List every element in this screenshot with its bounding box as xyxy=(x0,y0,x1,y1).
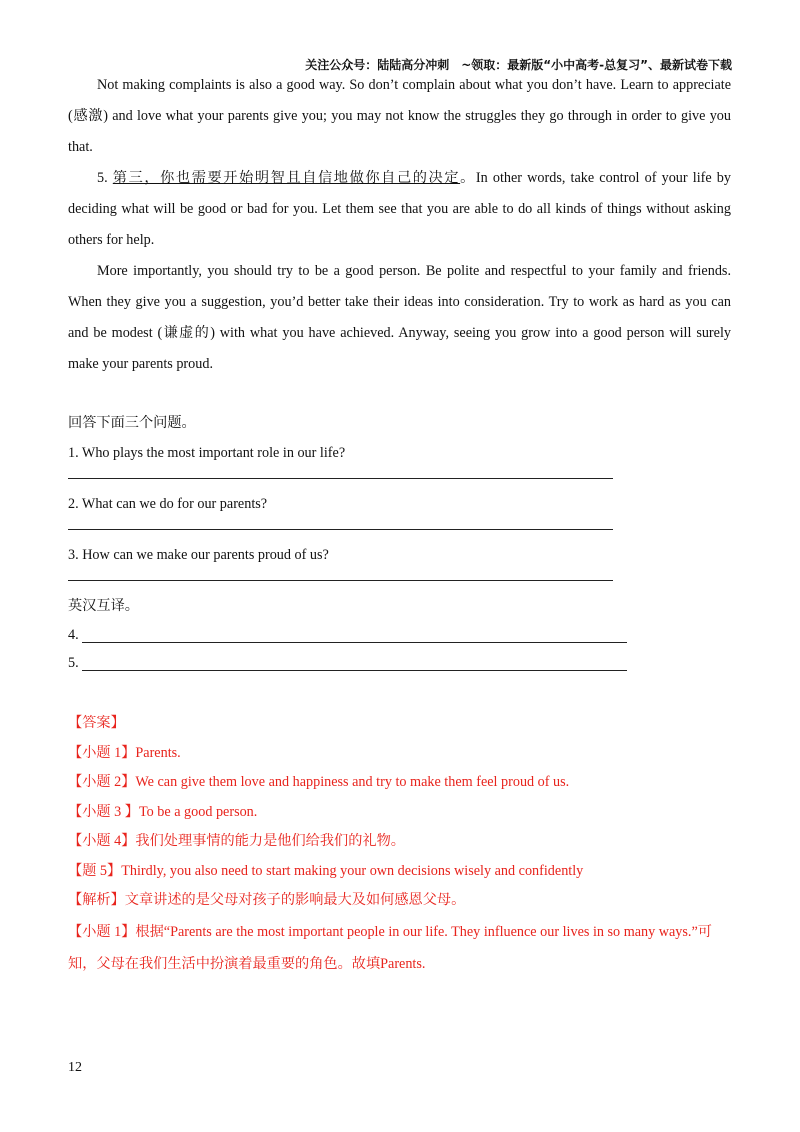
question-4-number: 4. xyxy=(68,627,79,643)
answer-1: 【小题 1】Parents. xyxy=(68,744,181,761)
answer-line-5[interactable] xyxy=(82,652,627,671)
underlined-sentence: 第三，你也需要开始明智且自信地做你自己的决定 xyxy=(112,170,461,186)
answer-3: 【小题 3 】To be a good person. xyxy=(68,803,258,820)
question-4-row xyxy=(68,621,731,649)
question-5-number: 5. xyxy=(68,655,79,671)
answer-line-3[interactable] xyxy=(68,570,613,581)
answer-line-1[interactable] xyxy=(68,468,613,479)
translate-heading: 英汉互译。 xyxy=(68,598,139,614)
answer-section xyxy=(68,709,731,980)
question-2: 2. What can we do for our parents? xyxy=(68,496,268,512)
question-5-row xyxy=(68,649,731,677)
answer-2: 【小题 2】We can give them love and happiness and try to make them feel proud of us. xyxy=(68,774,570,790)
answer-line-2[interactable] xyxy=(68,519,613,530)
paragraph-text: 。In other words, take control of your life by deciding what will be good or bad for you. Let them see that you are able to do all kinds of things without asking others for help. xyxy=(68,170,731,248)
analysis: 【解析】文章讲述的是父母对孩子的影响最大及如何感恩父母。 xyxy=(68,892,466,908)
passage-paragraph-2 xyxy=(68,163,731,256)
questions-heading: 回答下面三个问题。 xyxy=(68,415,196,431)
answer-1-explanation: 【小题 1】根据“Parents are the most important people in our life. They influence our lives in so many ways.”可知，父母在我们生活中扮演着最重要的角色。故填Parents. xyxy=(68,923,712,972)
question-1: 1. Who plays the most important role in our life? xyxy=(68,445,346,461)
answer-5: 【题 5】Thirdly, you also need to start making your own decisions wisely and confidently xyxy=(68,862,584,879)
page-number: 12 xyxy=(68,1060,82,1075)
page-content xyxy=(68,70,731,980)
question-3: 3. How can we make our parents proud of us? xyxy=(68,547,329,563)
answer-title: 【答案】 xyxy=(68,715,125,731)
page-header: 关注公众号：陆陆高分冲刺 ~领取：最新版“小中高考-总复习”、最新试卷下载 xyxy=(305,58,732,72)
answer-line-4[interactable] xyxy=(82,624,627,643)
passage-paragraph-3: More importantly, you should try to be a good person. Be polite and respectful to your family and friends. When they give you a suggestion, you’d better take their ideas into consideration. Try to work as hard as you can and be modest (谦虚的) with what you have achieved. Anyway, seeing you grow into a good person will surely make your parents proud. xyxy=(68,263,731,372)
paragraph-number: 5. xyxy=(97,170,113,186)
answer-4: 【小题 4】我们处理事情的能力是他们给我们的礼物。 xyxy=(68,833,405,849)
passage-paragraph-1: Not making complaints is also a good way. So don’t complain about what you don’t have. Learn to appreciate (感激) and love what your parents give you; you may not know the struggles they go through in order to give you that. xyxy=(68,77,731,155)
